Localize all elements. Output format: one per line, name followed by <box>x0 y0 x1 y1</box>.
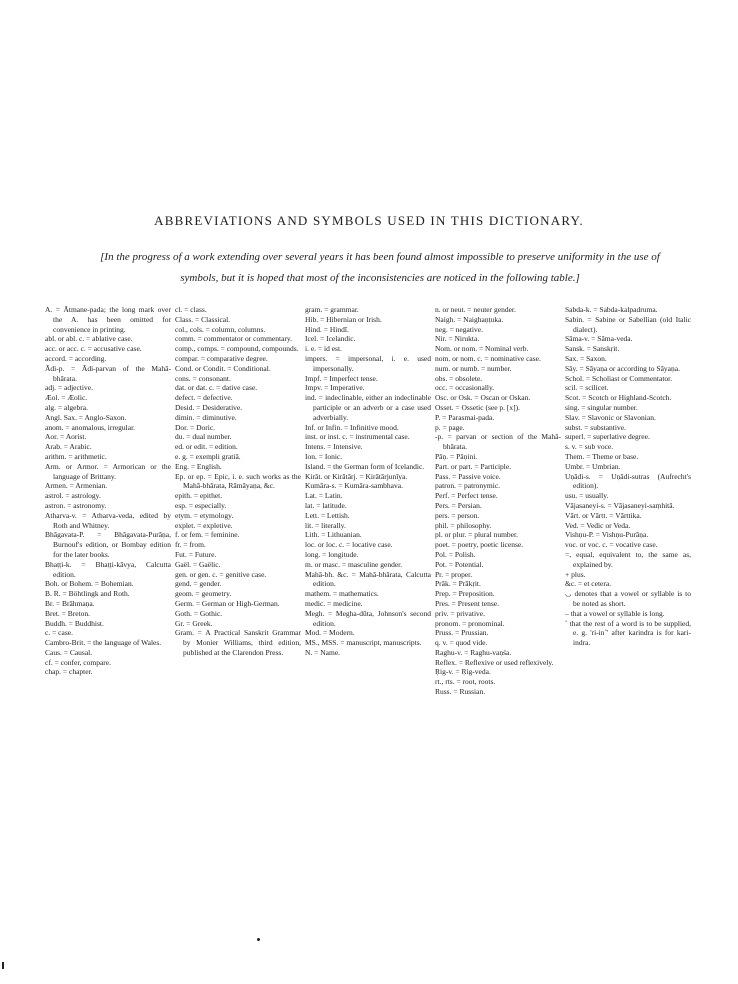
abbreviation-entry: cons. = consonant. <box>175 373 231 383</box>
abbreviation-entry: Pres. = Present tense. <box>435 598 500 608</box>
abbreviation-entry: rt., rts. = root, roots. <box>435 677 496 687</box>
abbreviation-entry: voc. or voc. c. = vocative case. <box>565 540 658 550</box>
abbreviation-entry: Prāk. = Prākṛit. <box>435 579 481 589</box>
abbreviation-entry: acc. or acc. c. = accusative case. <box>45 344 142 354</box>
abbreviation-entry: Osset. = Ossetic (see p. [x]). <box>435 402 521 412</box>
abbreviation-entry: p. = page. <box>435 422 465 432</box>
abbreviation-entry: long. = longitude. <box>305 549 359 559</box>
abbreviation-entry: astron. = astronomy. <box>45 500 107 510</box>
abbreviation-entry: Ion. = Ionic. <box>305 451 343 461</box>
abbreviation-entry: Aor. = Aorist. <box>45 432 87 442</box>
abbreviation-entry: inst. or inst. c. = instrumental case. <box>305 432 410 442</box>
abbreviation-entry: geom. = geometry. <box>175 589 232 599</box>
abbreviation-entry: du. = dual number. <box>175 432 232 442</box>
abbreviation-entry: epith. = epithet. <box>175 491 223 501</box>
abbreviation-entry: Impv. = Imperative. <box>305 383 365 393</box>
abbreviation-entry: Gram. = A Practical Sanskrit Grammar by Monier Williams, third edition, published at the Clarendon Press. <box>175 628 301 657</box>
abbreviation-entry: Naigh. = Naighaṇṭuka. <box>435 314 504 324</box>
abbreviation-entry: Ved. = Vedic or Veda. <box>565 520 631 530</box>
abbreviation-entry: Armen. = Armenian. <box>45 481 108 491</box>
abbreviation-entry: gram. = grammar. <box>305 305 359 314</box>
abbreviation-entry: Sabin. = Sabine or Sabellian (old Italic dialect). <box>565 314 691 334</box>
abbreviation-entry: Bhaṭṭi-k. = Bhaṭṭi-kāvya, Calcutta edition. <box>45 559 171 579</box>
abbreviation-entry: comp., comps. = compound, compounds. <box>175 344 299 354</box>
abbreviation-entry: impers. = impersonal, i. e. used impersonally. <box>305 353 431 373</box>
abbreviation-entry: loc. or loc. c. = locative case. <box>305 540 393 550</box>
abbreviation-entry: arithm. = arithmetic. <box>45 451 107 461</box>
abbreviation-entry: Pers. = Persian. <box>435 500 482 510</box>
abbreviation-entry: Lat. = Latin. <box>305 491 343 501</box>
abbreviation-entry: ˚ that the rest of a word is to be supplied, e. g. 'ri-in˚' after karindra is for kari-indra. <box>565 618 691 648</box>
abbreviation-entry: Vishṇu-P. = Vishṇu-Purāṇa. <box>565 530 649 540</box>
abbreviation-entry: Fut. = Future. <box>175 549 217 559</box>
abbreviation-entry: Atharva-v. = Atharva-veda, edited by Roth and Whitney. <box>45 510 171 530</box>
abbreviation-entry: Impf. = Imperfect tense. <box>305 373 378 383</box>
abbreviation-entry: Desid. = Desiderative. <box>175 402 243 412</box>
abbreviation-entry: accord. = according. <box>45 353 107 363</box>
abbreviation-entry: Sax. = Saxon. <box>565 353 607 363</box>
abbreviation-entry: sing. = singular number. <box>565 402 638 412</box>
intro-note: [In the progress of a work extending over several years it has been found almost impossible to preserve uniformity in the use of symbols, but it is hoped that most of the inconsistencies are noticed in the following table.] <box>100 251 660 284</box>
abbreviation-entry: Mahā-bh. &c. = Mahā-bhārata, Calcutta edition. <box>305 569 431 589</box>
abbreviation-entry: =, equal, equivalent to, the same as, explained by. <box>565 549 691 569</box>
abbreviation-entry: Caus. = Causal. <box>45 647 93 657</box>
abbreviation-entry: Br. = Brāhmaṇa. <box>45 598 95 608</box>
abbreviation-entry: Gaël. = Gaëlic. <box>175 559 221 569</box>
abbreviation-entry: defect. = defective. <box>175 393 233 403</box>
abbreviation-entry: e. g. = exempli gratiâ. <box>175 451 241 461</box>
abbreviation-entry: Bhāgavata-P. = Bhāgavata-Purāṇa, Burnouf's edition, or Bombay edition for the later books. <box>45 530 171 559</box>
abbreviation-entry: Sansk. = Sanskṛit. <box>565 344 620 354</box>
abbreviation-columns <box>45 305 695 783</box>
abbreviation-entry: usu. = usually. <box>565 491 609 501</box>
abbreviation-entry: explet. = expletive. <box>175 520 233 530</box>
ink-speck <box>257 938 260 941</box>
abbreviation-entry: – that a vowel or syllable is long. <box>565 608 665 618</box>
abbreviation-entry: Arm. or Armor. = Armorican or the language of Brittany. <box>45 461 171 481</box>
abbreviation-entry: Lett. = Lettish. <box>305 510 350 520</box>
abbreviation-entry: Them. = Theme or base. <box>565 451 639 461</box>
ink-speck <box>2 962 4 969</box>
abbreviation-entry: N. = Name. <box>305 647 341 657</box>
abbreviation-entry: Class. = Classical. <box>175 314 231 324</box>
abbreviation-entry: occ. = occasionally. <box>435 383 495 393</box>
abbreviation-entry: B. R. = Böhtlingk and Roth. <box>45 589 130 599</box>
abbreviation-entry: Ep. or ep. = Epic, i. e. such works as the Mahā-bhārata, Rāmāyaṇa, &c. <box>175 471 301 491</box>
abbreviation-entry: Megh. = Megha-dūta, Johnson's second edition. <box>305 608 431 628</box>
abbreviation-entry: Arab. = Arabic. <box>45 442 92 452</box>
abbreviation-entry: Russ. = Russian. <box>435 687 486 697</box>
abbreviation-column-4 <box>435 305 561 783</box>
abbreviation-entry: Schol. = Scholiast or Commentator. <box>565 373 673 383</box>
abbreviation-entry: A. = Ātmane-pada; the long mark over the A. has been omitted for convenience in printing. <box>45 305 171 334</box>
abbreviation-entry: Mod. = Modern. <box>305 628 355 638</box>
abbreviation-entry: Kumāra-s. = Kumāra-sambhava. <box>305 481 403 491</box>
abbreviation-entry: Sāma-v. = Sāma-veda. <box>565 334 633 344</box>
abbreviation-entry: fr. = from. <box>175 540 206 550</box>
abbreviation-entry: phil. = philosophy. <box>435 520 492 530</box>
abbreviation-entry: alg. = algebra. <box>45 402 88 412</box>
abbreviation-entry: Slav. = Slavonic or Slavonian. <box>565 412 656 422</box>
abbreviation-entry: neg. = negative. <box>435 324 483 334</box>
abbreviation-entry: abl. or abl. c. = ablative case. <box>45 334 133 344</box>
abbreviation-entry: adj. = adjective. <box>45 383 93 393</box>
abbreviation-entry: medic. = medicine. <box>305 598 363 608</box>
abbreviation-entry: Prep. = Preposition. <box>435 589 495 599</box>
abbreviation-entry: P. = Parasmai-pada. <box>435 412 495 422</box>
abbreviation-entry: astrol. = astrology. <box>45 491 101 501</box>
abbreviation-entry: Cond. or Condit. = Conditional. <box>175 363 271 373</box>
abbreviation-entry: Umbr. = Umbrian. <box>565 461 621 471</box>
abbreviation-entry: gend. = gender. <box>175 579 222 589</box>
abbreviation-entry: q. v. = quod vide. <box>435 638 488 648</box>
abbreviation-entry: Pot. = Potential. <box>435 559 484 569</box>
abbreviation-entry: Pruss. = Prussian. <box>435 628 489 638</box>
abbreviation-entry: Bret. = Breton. <box>45 608 91 618</box>
abbreviation-entry: Perf. = Perfect tense. <box>435 491 498 501</box>
abbreviation-entry: anom. = anomalous, irregular. <box>45 422 136 432</box>
abbreviation-entry: MS., MSS. = manuscript, manuscripts. <box>305 638 422 648</box>
abbreviation-entry: pers. = person. <box>435 510 480 520</box>
abbreviation-entry: m. or masc. = masculine gender. <box>305 559 403 569</box>
abbreviation-entry: gen. or gen. c. = genitive case. <box>175 569 267 579</box>
abbreviation-entry: poet. = poetry, poetic license. <box>435 540 524 550</box>
abbreviation-entry: Vājasaneyi-s. = Vājasaneyi-saṃhitā. <box>565 500 675 510</box>
abbreviation-entry: nom. or nom. c. = nominative case. <box>435 353 541 363</box>
abbreviation-entry: cf. = confer, compare. <box>45 657 111 667</box>
abbreviation-entry: Icel. = Icelandic. <box>305 334 356 344</box>
abbreviation-entry: scil. = scilicet. <box>565 383 609 393</box>
abbreviation-entry: Hind. = Hindī. <box>305 324 349 334</box>
abbreviation-entry: patron. = patronymic. <box>435 481 501 491</box>
abbreviation-entry: Uṇādi-s. = Uṇādi-sutras (Aufrecht's edition). <box>565 471 691 491</box>
abbreviation-entry: dat. or dat. c. = dative case. <box>175 383 258 393</box>
abbreviation-entry: Scot. = Scotch or Highland-Scotch. <box>565 393 672 403</box>
abbreviation-entry: f. or fem. = feminine. <box>175 530 240 540</box>
abbreviation-entry: mathem. = mathematics. <box>305 589 379 599</box>
abbreviation-entry: Pol. = Polish. <box>435 549 476 559</box>
abbreviation-entry: Gr. = Greek. <box>175 618 213 628</box>
abbreviation-entry: dimin. = diminutive. <box>175 412 237 422</box>
abbreviation-entry: num. or numb. = number. <box>435 363 512 373</box>
abbreviation-entry: i. e. = id est. <box>305 344 342 354</box>
abbreviation-entry: Nir. = Nirukta. <box>435 334 480 344</box>
abbreviation-entry: Eng. = English. <box>175 461 222 471</box>
abbreviation-entry: Dor. = Doric. <box>175 422 216 432</box>
abbreviation-entry: Part. or part. = Participle. <box>435 461 512 471</box>
abbreviation-entry: Goth. = Gothic. <box>175 608 223 618</box>
abbreviation-entry: superl. = superlative degree. <box>565 432 650 442</box>
abbreviation-entry: ind. = indeclinable, either an indeclinable participle or an adverb or a case used adverbially. <box>305 393 431 422</box>
abbreviation-entry: lat. = latitude. <box>305 500 347 510</box>
abbreviation-entry: Sāy. = Sāyaṇa or according to Sāyaṇa. <box>565 363 680 373</box>
abbreviation-entry: Pass. = Passive voice. <box>435 471 501 481</box>
abbreviation-entry: Kirāt. or Kirātārj. = Kirātārjunīya. <box>305 471 408 481</box>
abbreviation-entry: esp. = especially. <box>175 500 227 510</box>
abbreviation-column-1 <box>45 305 171 783</box>
abbreviation-entry: etym. = etymology. <box>175 510 234 520</box>
abbreviation-column-3 <box>305 305 431 783</box>
abbreviation-entry: pronom. = pronominal. <box>435 618 505 628</box>
abbreviation-entry: + plus. <box>565 569 586 579</box>
abbreviation-entry: Ṛig-v. = Ṛig-veda. <box>435 667 491 677</box>
abbreviation-entry: ◡ denotes that a vowel or syllable is to be noted as short. <box>565 589 691 608</box>
abbreviation-entry: c. = case. <box>45 628 73 638</box>
abbreviation-entry: Hib. = Hibernian or Irish. <box>305 314 382 324</box>
abbreviation-entry: Pr. = proper. <box>435 569 473 579</box>
abbreviation-entry: comm. = commentator or commentary. <box>175 334 293 344</box>
abbreviation-entry: Lith. = Lithuanian. <box>305 530 362 540</box>
abbreviation-entry: cl. = class. <box>175 305 207 314</box>
abbreviation-entry: Germ. = German or High-German. <box>175 598 280 608</box>
abbreviation-entry: ed. or edit. = edition. <box>175 442 238 452</box>
abbreviation-entry: col., cols. = column, columns. <box>175 324 266 334</box>
abbreviation-column-2 <box>175 305 301 783</box>
abbreviation-entry: compar. = comparative degree. <box>175 353 268 363</box>
abbreviation-entry: Island. = the German form of Icelandic. <box>305 461 425 471</box>
abbreviation-entry: Buddh. = Buddhist. <box>45 618 104 628</box>
abbreviation-entry: Ādi-p. = Ādi-parvan of the Mahā-bhārata. <box>45 363 171 383</box>
abbreviation-entry: Nom. or nom. = Nominal verb. <box>435 344 529 354</box>
abbreviation-entry: priv. = privative. <box>435 608 485 618</box>
abbreviation-entry: Vārt. or Vārtt. = Vārttika. <box>565 510 642 520</box>
abbreviation-entry: Raghu-v. = Raghu-vaṇśa. <box>435 647 512 657</box>
abbreviation-entry: pl. or plur. = plural number. <box>435 530 518 540</box>
abbreviation-entry: n. or neut. = neuter gender. <box>435 305 516 314</box>
abbreviation-entry: s. v. = sub voce. <box>565 442 614 452</box>
abbreviation-entry: Pāṇ. = Pāṇini. <box>435 451 478 461</box>
abbreviation-entry: Reflex. = Reflexive or used reflexively. <box>435 657 554 667</box>
page-title: ABBREVIATIONS AND SYMBOLS USED IN THIS DICTIONARY. <box>154 213 584 228</box>
abbreviation-entry: obs. = obsolete. <box>435 373 483 383</box>
abbreviation-entry: Sabda-k. = Sabda-kalpadruma. <box>565 305 658 314</box>
abbreviation-entry: lit. = literally. <box>305 520 346 530</box>
abbreviation-entry: subst. = substantive. <box>565 422 626 432</box>
abbreviation-entry: chap. = chapter. <box>45 667 93 677</box>
abbreviation-entry: Cambro-Brit. = the language of Wales. <box>45 638 162 648</box>
abbreviation-entry: Osc. or Osk. = Oscan or Oskan. <box>435 393 531 403</box>
abbreviation-entry: Æol. = Æolic. <box>45 393 88 403</box>
abbreviation-entry: Boh. or Bohem. = Bohemian. <box>45 579 134 589</box>
abbreviation-entry: Angl. Sax. = Anglo-Saxon. <box>45 412 127 422</box>
abbreviation-entry: -p. = parvan or section of the Mahā-bhārata. <box>435 432 561 452</box>
abbreviation-entry: &c. = et cetera. <box>565 579 612 589</box>
abbreviation-entry: Inf. or Infin. = Infinitive mood. <box>305 422 399 432</box>
abbreviation-column-5 <box>565 305 691 783</box>
abbreviation-entry: Intens. = Intensive. <box>305 442 363 452</box>
